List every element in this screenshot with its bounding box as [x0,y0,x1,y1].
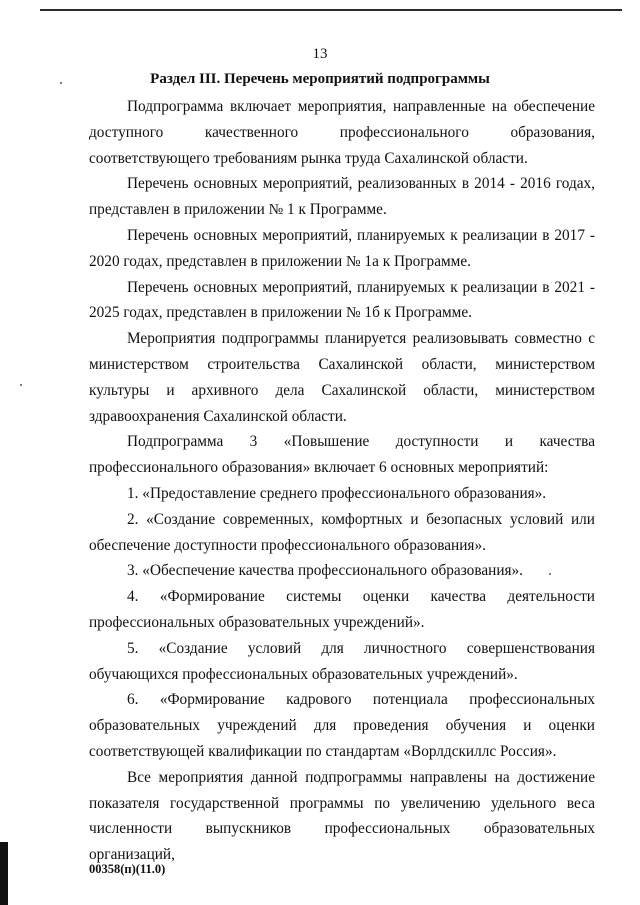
paragraph-list-2017-2020: Перечень основных мероприятий, планируемых к реализации в 2017 - 2020 годах, представлен в приложении № 1а к Программе. [89,226,595,270]
paragraph-subprogram-3: Подпрограмма 3 «Повышение доступности и качества профессионального образования» включает 6 основных мероприятий: [89,433,595,477]
scan-speck [60,82,62,84]
scan-speck [20,384,22,386]
activity-item-6: 6. «Формирование кадрового потенциала профессиональных образовательных учреждений для проведения обучения и оценки соответствующей квалификации по стандартам «Ворлдскиллс Россия». [89,691,595,760]
scan-edge-mark [0,842,8,905]
footer-document-code: 00358(п)(11.0) [89,862,166,876]
document-body [89,94,595,868]
scan-speck [549,573,551,575]
activity-item-4: 4. «Формирование системы оценки качества деятельности профессиональных образовательных учреждений». [89,588,595,631]
paragraph-partners: Мероприятия подпрограммы планируется реализовывать совместно с министерством строительства Сахалинской области, министерством культуры и архивного дела Сахалинской области, министерством здравоохранения Сахалинской области. [89,330,595,425]
paragraph-intro: Подпрограмма включает мероприятия, направленные на обеспечение доступного качественного профессионального образования, соответствующего требованиям рынка труда Сахалинской области. [89,98,595,167]
activity-item-3: 3. «Обеспечение качества профессионального образования». [127,562,524,580]
paragraph-list-2021-2025: Перечень основных мероприятий, планируемых к реализации в 2021 - 2025 годах, представлен в приложении № 1б к Программе. [89,278,595,322]
activity-item-5: 5. «Создание условий для личностного совершенствования обучающихся профессиональных образовательных учреждений». [89,639,595,683]
section-title: Раздел III. Перечень мероприятий подпрограммы [150,71,490,87]
top-border-line [40,9,622,11]
paragraph-list-2014-2016: Перечень основных мероприятий, реализованных в 2014 - 2016 годах, представлен в приложении № 1 к Программе. [89,175,595,219]
paragraph-conclusion: Все мероприятия данной подпрограммы направлены на достижение показателя государственной программы по увеличению удельного веса численности выпускников профессиональных образовательных организаций, [89,768,595,864]
activity-item-2: 2. «Создание современных, комфортных и безопасных условий или обеспечение доступности профессионального образования». [89,510,595,554]
activity-item-1: 1. «Предоставление среднего профессионального образования». [127,484,547,502]
page-number: 13 [312,46,328,62]
